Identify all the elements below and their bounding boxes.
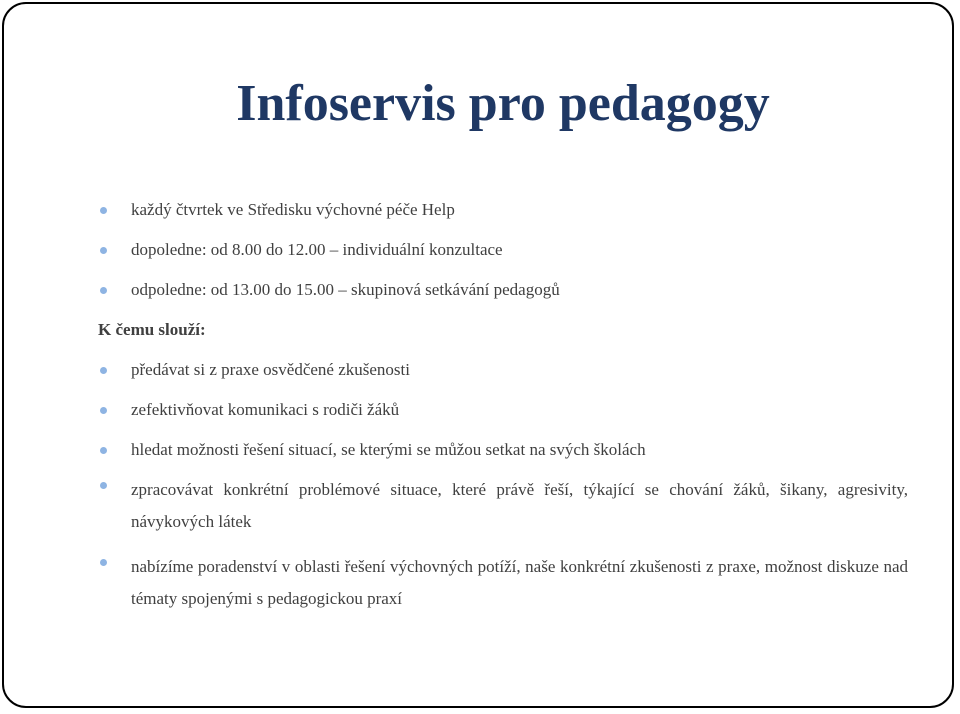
- list-item-text: nabízíme poradenství v oblasti řešení výchovných potíží, naše konkrétní zkušenosti z praxe, možnost diskuze nad tématy spojenými s pedagogickou praxí: [131, 557, 908, 608]
- bullet-dot-icon: [100, 247, 107, 254]
- intro-list: [100, 199, 908, 301]
- slide-content: [100, 199, 908, 633]
- list-item: [100, 439, 908, 461]
- bullet-dot-icon: [100, 559, 107, 566]
- list-item: [100, 239, 908, 261]
- bullet-dot-icon: [100, 447, 107, 454]
- list-item: [100, 279, 908, 301]
- list-item-text: předávat si z praxe osvědčené zkušenosti: [131, 360, 410, 379]
- list-item-text: zpracovávat konkrétní problémové situace, které právě řeší, týkající se chování žáků, šikany, agresivity, návykových látek: [131, 480, 908, 531]
- slide-title: Infoservis pro pedagogy: [236, 75, 770, 132]
- list-item-text: každý čtvrtek ve Středisku výchovné péče Help: [131, 200, 455, 219]
- list-item: [100, 359, 908, 381]
- bullet-dot-icon: [100, 207, 107, 214]
- section-subheading: K čemu slouží:: [98, 320, 206, 339]
- list-item-text: zefektivňovat komunikaci s rodiči žáků: [131, 400, 400, 419]
- list-item-text: hledat možnosti řešení situací, se kterými se můžou setkat na svých školách: [131, 440, 646, 459]
- bullet-dot-icon: [100, 367, 107, 374]
- list-item: [100, 399, 908, 421]
- bullet-dot-icon: [100, 482, 107, 489]
- purpose-list: [100, 359, 908, 615]
- list-item-text: dopoledne: od 8.00 do 12.00 – individuální konzultace: [131, 240, 503, 259]
- list-item-text: odpoledne: od 13.00 do 15.00 – skupinová setkávání pedagogů: [131, 280, 560, 299]
- bullet-dot-icon: [100, 407, 107, 414]
- list-item: [100, 199, 908, 221]
- list-item: [100, 474, 908, 538]
- bullet-dot-icon: [100, 287, 107, 294]
- list-item: [100, 551, 908, 615]
